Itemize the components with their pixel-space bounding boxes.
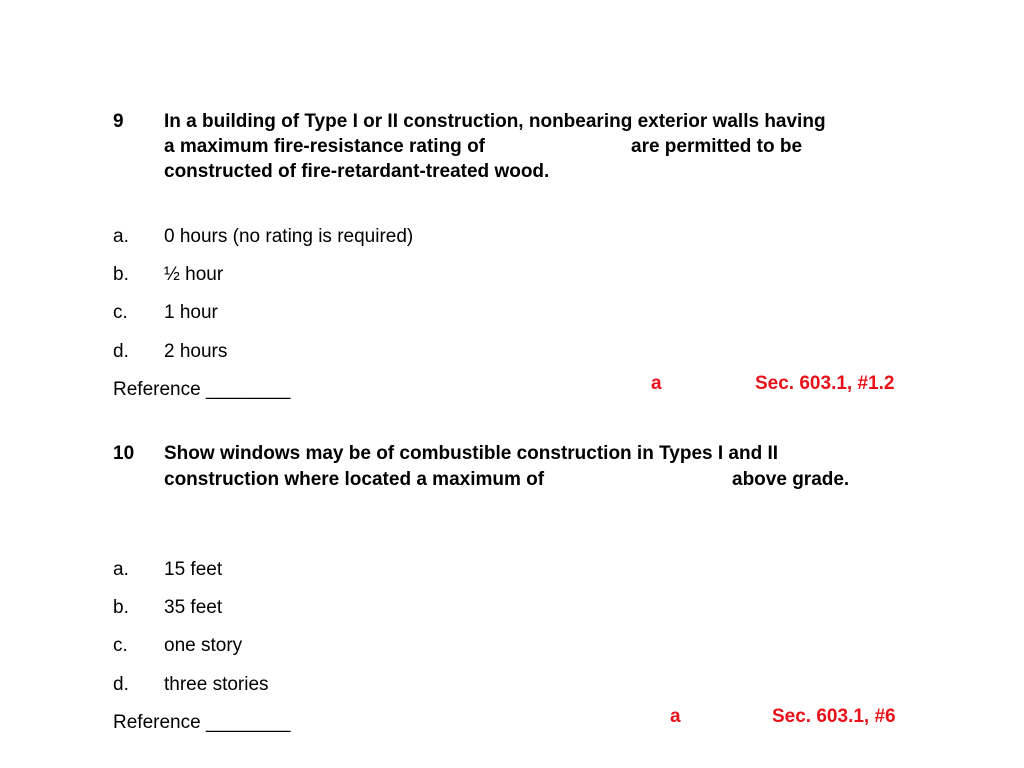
reference-label: Reference ________ xyxy=(113,712,291,733)
question-text-line: In a building of Type I or II construction, nonbearing exterior walls having xyxy=(164,111,826,132)
answer-section: Sec. 603.1, #6 xyxy=(772,706,896,727)
option-text: ½ hour xyxy=(164,264,224,285)
question-text-line: construction where located a maximum of xyxy=(164,469,545,490)
option-text: 0 hours (no rating is required) xyxy=(164,226,414,247)
option-text: 1 hour xyxy=(164,302,218,323)
reference-label: Reference ________ xyxy=(113,379,291,400)
option-letter: a. xyxy=(113,226,129,247)
option-letter: a. xyxy=(113,559,129,580)
option-letter: b. xyxy=(113,264,129,285)
question-text-line: are permitted to be xyxy=(631,136,803,157)
option-text: three stories xyxy=(164,674,269,695)
question-text-line: above grade. xyxy=(732,469,850,490)
option-letter: c. xyxy=(113,302,128,323)
answer-letter: a xyxy=(651,373,662,394)
question-text-line: Show windows may be of combustible construction in Types I and II xyxy=(164,443,779,464)
option-letter: c. xyxy=(113,635,128,656)
question-text-line: constructed of fire-retardant-treated wood. xyxy=(164,161,550,182)
question-text-line: a maximum fire-resistance rating of xyxy=(164,136,485,157)
option-letter: d. xyxy=(113,341,129,362)
question-number: 9 xyxy=(113,111,124,132)
option-text: 15 feet xyxy=(164,559,223,580)
option-letter: d. xyxy=(113,674,129,695)
answer-section: Sec. 603.1, #1.2 xyxy=(755,373,895,394)
option-text: one story xyxy=(164,635,243,656)
option-text: 2 hours xyxy=(164,341,228,362)
option-letter: b. xyxy=(113,597,129,618)
option-text: 35 feet xyxy=(164,597,223,618)
answer-letter: a xyxy=(670,706,681,727)
question-number: 10 xyxy=(113,443,135,464)
